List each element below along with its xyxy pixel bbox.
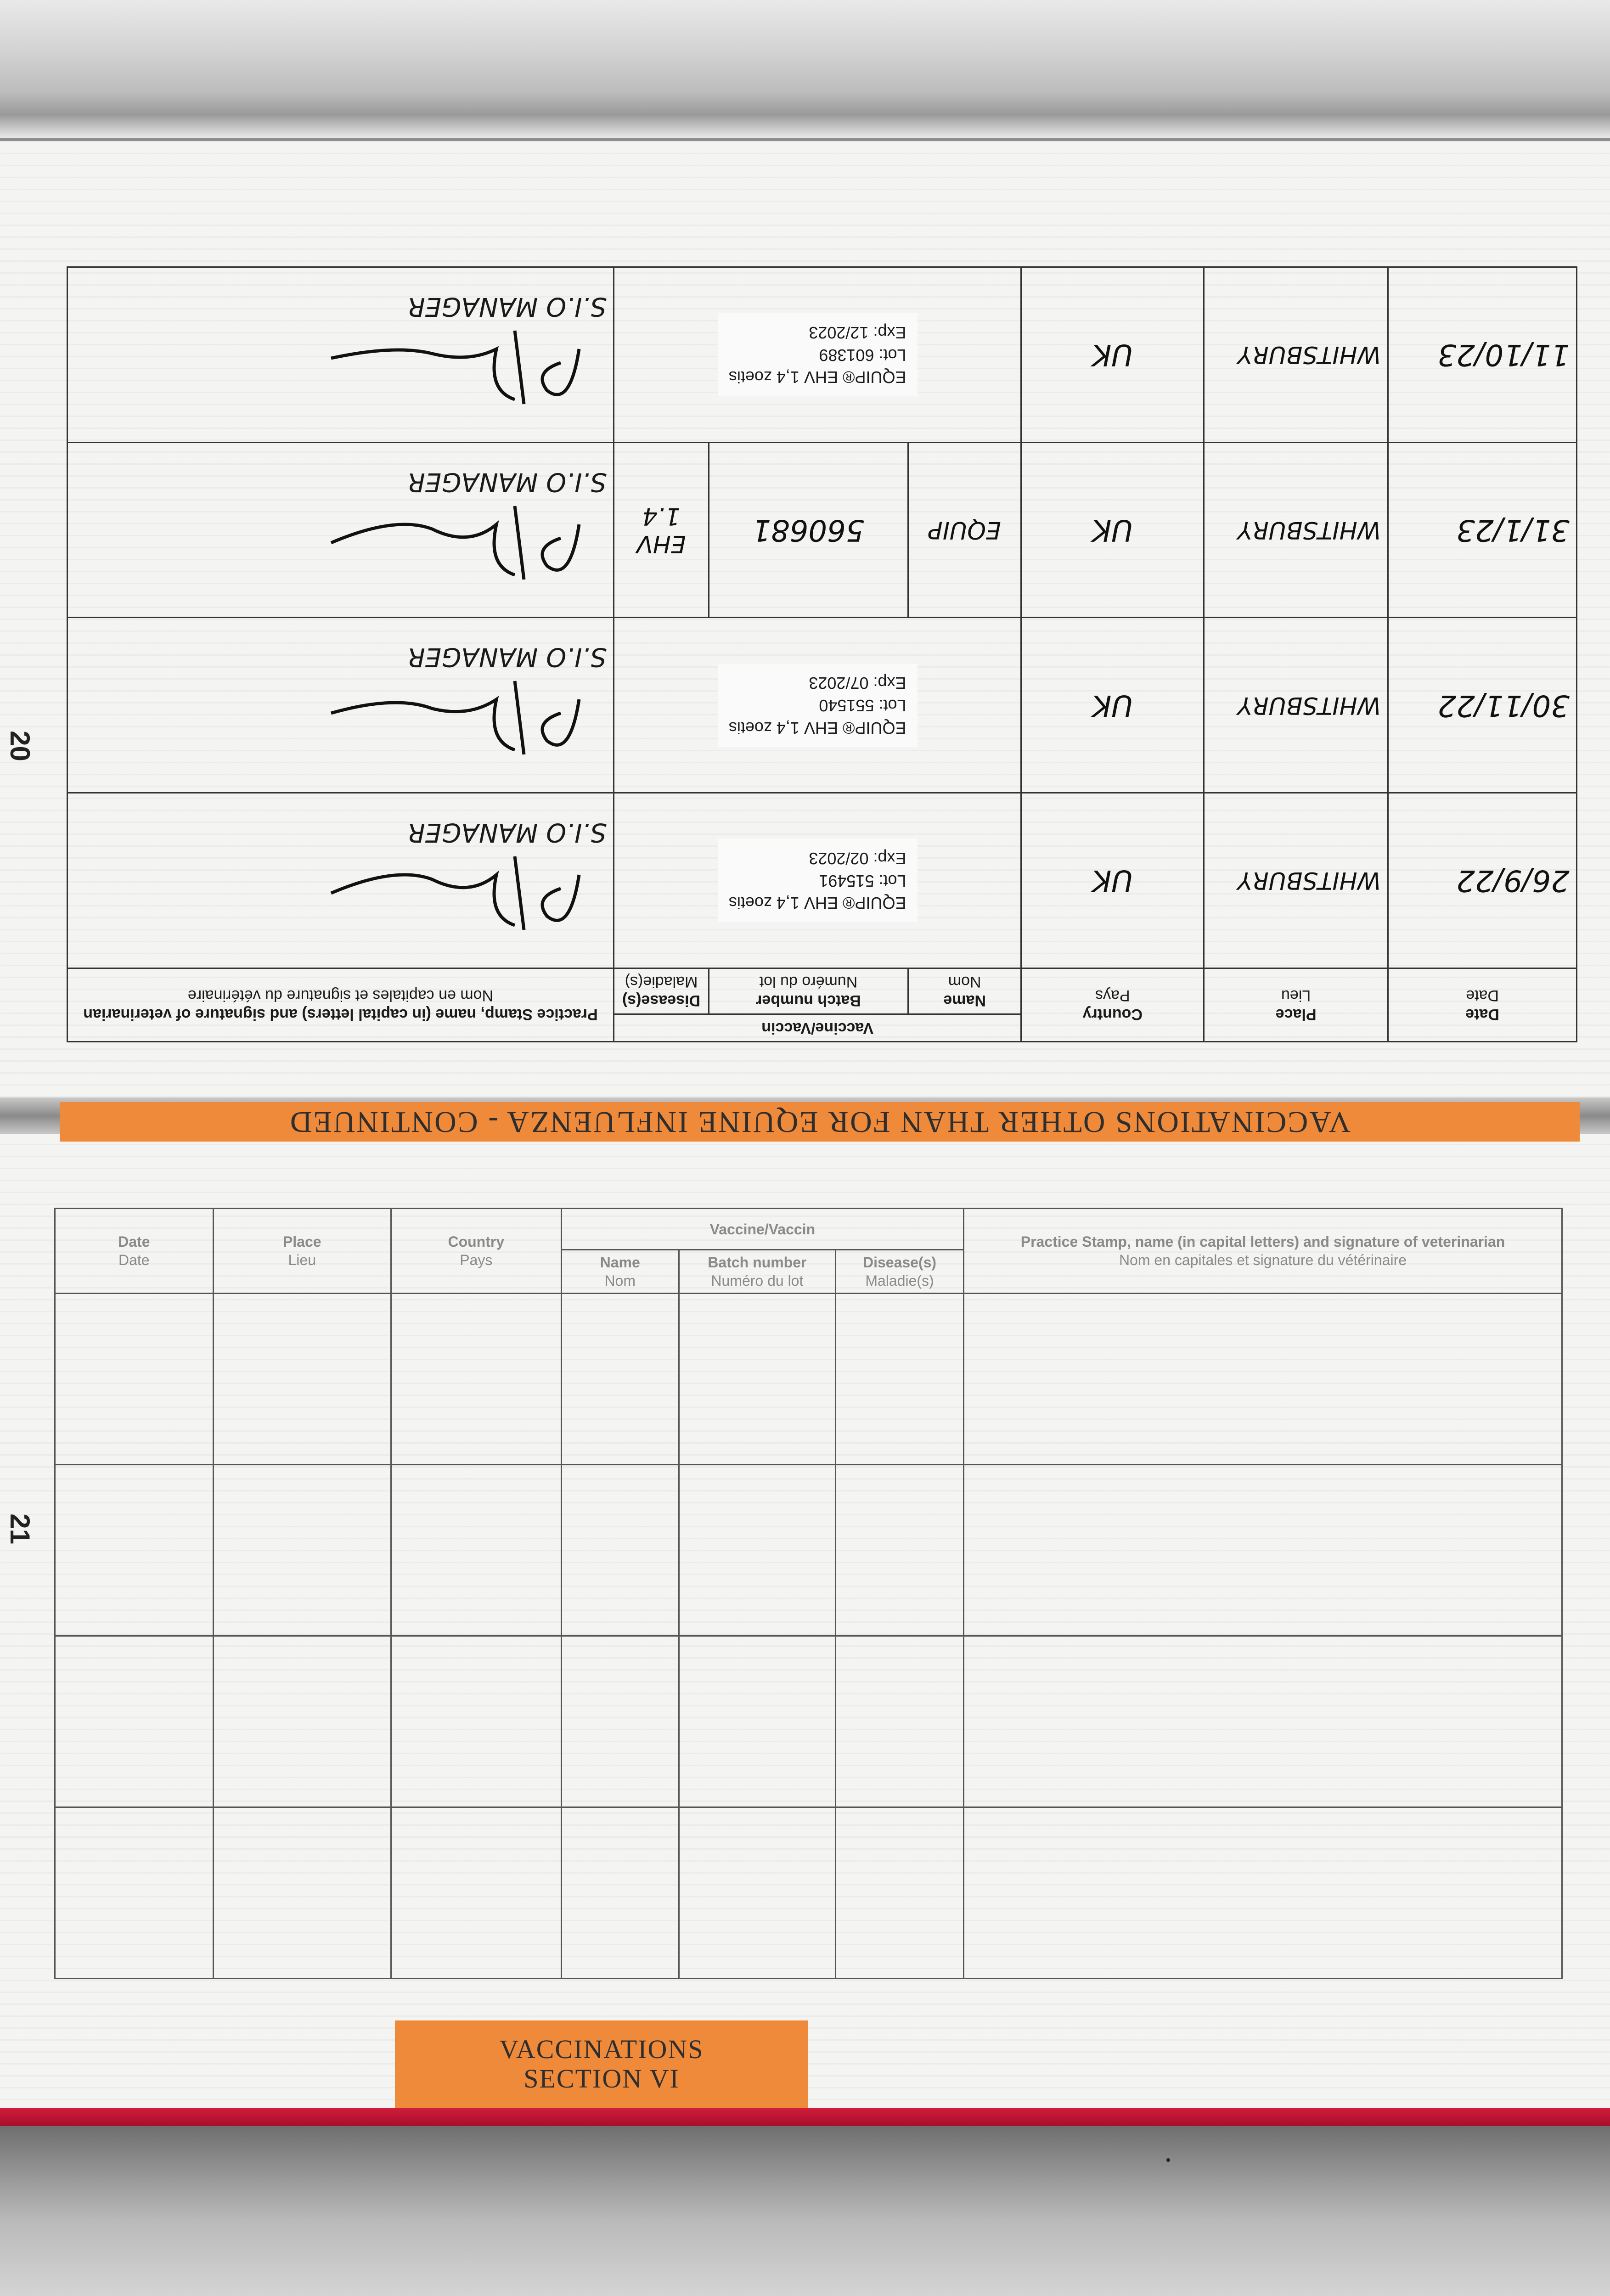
background-bottom: [0, 2126, 1610, 2296]
section-label-box: VACCINATIONS SECTION VI: [395, 2020, 808, 2108]
vaccine-stamp: EQUIP® EHV 1,4 zoetis Lot: 551540 Exp: 07/2023: [614, 618, 1021, 793]
table-row: [68, 793, 1577, 968]
cell-disease: EHV 1.4: [614, 442, 709, 618]
header-practice: Practice Stamp, name (in capital letters) and signature of veterinarian Nom en capitales et signature du vétérinaire: [68, 968, 614, 1041]
table-row: [68, 442, 1577, 618]
table-row: [68, 618, 1577, 793]
header-batch: Batch number Numéro du lot: [679, 1250, 835, 1294]
background-top: [0, 0, 1610, 138]
page-number-right: 21: [4, 1514, 35, 1544]
cell-signature: S.I.O MANAGER: [68, 442, 614, 618]
cell-country: UK: [1021, 793, 1204, 968]
header-date: Date Date: [1388, 968, 1577, 1041]
header-vaccine: Vaccine/Vaccin: [614, 1014, 1021, 1042]
cell-country: UK: [1021, 618, 1204, 793]
vaccination-table-blank: [54, 1208, 1563, 1979]
cell-country: UK: [1021, 267, 1204, 443]
cell-vaccine-name: EQUIP: [908, 442, 1021, 618]
header-diseases: Disease(s) Maladie(s): [614, 968, 709, 1014]
cell-country: UK: [1021, 442, 1204, 618]
header-name: Name Nom: [561, 1250, 679, 1294]
page-edge: [0, 138, 1610, 141]
cell-date: 30/11/22: [1388, 618, 1577, 793]
cell-signature: S.I.O MANAGER: [68, 793, 614, 968]
vaccine-stamp: EQUIP® EHV 1,4 zoetis Lot: 515491 Exp: 02/2023: [614, 793, 1021, 968]
table-row: [68, 267, 1577, 443]
header-date: Date Date: [55, 1209, 214, 1294]
table-row-empty: [55, 1807, 1562, 1979]
cell-place: WHITSBURY: [1204, 618, 1388, 793]
cell-place: WHITSBURY: [1204, 267, 1388, 443]
speck: [1166, 2158, 1170, 2162]
veterinarian-signature: [74, 852, 607, 944]
veterinarian-signature: [74, 676, 607, 768]
header-vaccine: Vaccine/Vaccin: [561, 1209, 963, 1250]
table-row-empty: [55, 1636, 1562, 1807]
header-country: Country Pays: [1021, 968, 1204, 1041]
cell-date: 26/9/22: [1388, 793, 1577, 968]
book-cover-edge: [0, 2108, 1610, 2126]
cell-place: WHITSBURY: [1204, 442, 1388, 618]
header-diseases: Disease(s) Maladie(s): [836, 1250, 964, 1294]
cell-signature: S.I.O MANAGER: [68, 618, 614, 793]
header-country: Country Pays: [391, 1209, 561, 1294]
veterinarian-signature: [74, 501, 607, 593]
cell-date: 31/1/23: [1388, 442, 1577, 618]
vaccination-table-filled: [67, 266, 1577, 1042]
table-row-empty: [55, 1294, 1562, 1465]
header-place: Place Lieu: [213, 1209, 391, 1294]
cell-signature: S.I.O MANAGER: [68, 267, 614, 443]
veterinarian-signature: [74, 326, 607, 418]
header-batch: Batch number Numéro du lot: [709, 968, 908, 1014]
header-practice: Practice Stamp, name (in capital letters) and signature of veterinarian Nom en capitales et signature du vétérinaire: [964, 1209, 1562, 1294]
page-number-left: 20: [4, 731, 35, 761]
cell-batch: 560681: [709, 442, 908, 618]
header-name: Name Nom: [908, 968, 1021, 1014]
section-banner: VACCINATIONS OTHER THAN FOR EQUINE INFLUENZA - CONTINUED: [60, 1102, 1580, 1142]
vaccine-stamp: EQUIP® EHV 1,4 zoetis Lot: 601389 Exp: 12/2023: [614, 267, 1021, 443]
table-row-empty: [55, 1465, 1562, 1636]
cell-date: 11/10/23: [1388, 267, 1577, 443]
cell-place: WHITSBURY: [1204, 793, 1388, 968]
header-place: Place Lieu: [1204, 968, 1388, 1041]
